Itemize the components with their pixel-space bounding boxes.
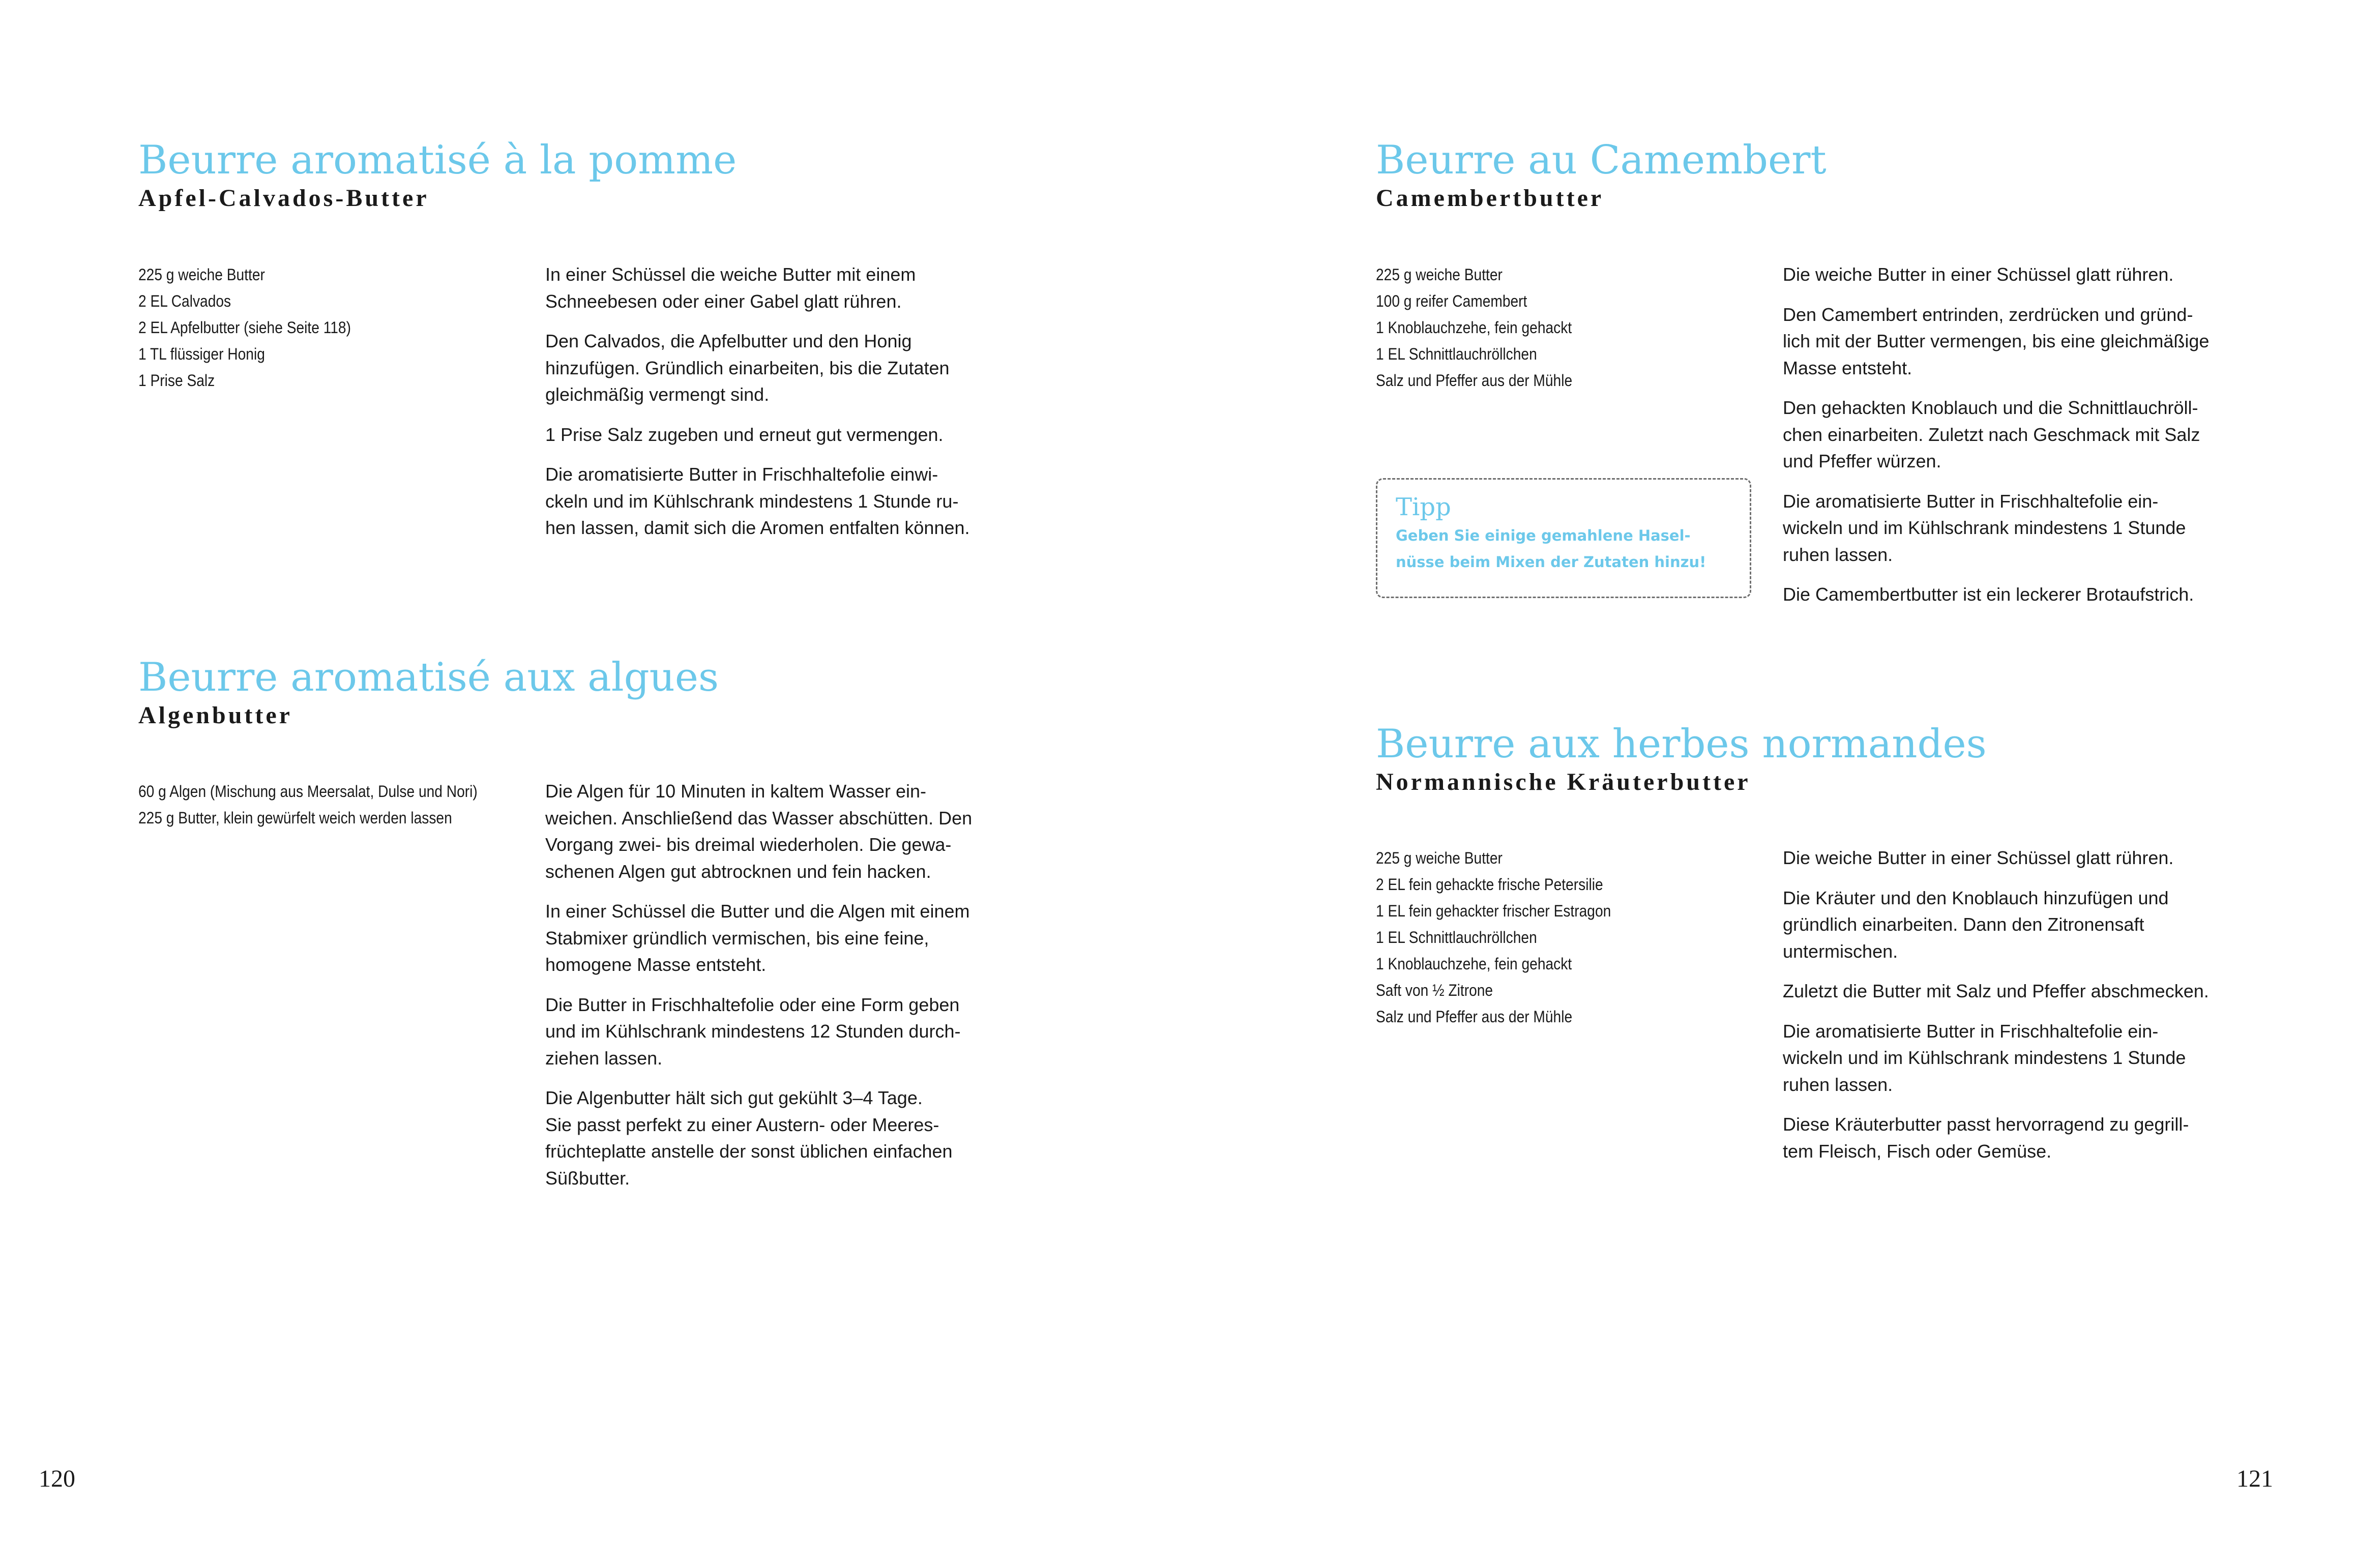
- step-line: weichen. Anschließend das Wasser abschütten. Den: [545, 807, 973, 829]
- step-line: ckeln und im Kühlschrank mindestens 1 Stunde ru-: [545, 490, 959, 512]
- step-line: In einer Schüssel die weiche Butter mit einem: [545, 264, 916, 285]
- list-line: 2 EL fein gehackte frische Petersilie: [1376, 875, 1603, 894]
- step-line: und im Kühlschrank mindestens 12 Stunden durch-: [545, 1021, 961, 1042]
- list-line: 225 g Butter, klein gewürfelt weich werden lassen: [138, 809, 452, 827]
- recipe-subtitle: Algenbutter: [138, 702, 292, 729]
- step-paragraph: [1783, 581, 2209, 608]
- recipe-title: Beurre au Camembert: [1376, 137, 1827, 183]
- step-line: Stabmixer gründlich vermischen, bis eine feine,: [545, 927, 929, 949]
- step-line: Den gehackten Knoblauch und die Schnittlauchröll-: [1783, 397, 2198, 418]
- step-line: ruhen lassen.: [1783, 1074, 1893, 1095]
- step-line: wickeln und im Kühlschrank mindestens 1 Stunde: [1783, 517, 2186, 538]
- list-line: 2 EL Apfelbutter (siehe Seite 118): [138, 318, 351, 337]
- list-line: 225 g weiche Butter: [1376, 849, 1503, 867]
- step-line: Die Algenbutter hält sich gut gekühlt 3–4 Tage.: [545, 1087, 923, 1108]
- ingredient-list: [138, 778, 478, 831]
- list-line: nüsse beim Mixen der Zutaten hinzu!: [1396, 553, 1706, 571]
- list-line: 1 EL Schnittlauchröllchen: [1376, 345, 1537, 363]
- step-paragraph: [1783, 302, 2209, 382]
- step-line: In einer Schüssel die Butter und die Algen mit einem: [545, 901, 970, 922]
- step-line: Die aromatisierte Butter in Frischhaltefolie ein-: [1783, 1020, 2159, 1042]
- step-line: gründlich einarbeiten. Dann den Zitronensaft: [1783, 914, 2144, 935]
- step-line: lich mit der Butter vermengen, bis eine gleichmäßige: [1783, 331, 2210, 351]
- step-paragraph: [1783, 978, 2209, 1005]
- step-paragraph: [1783, 488, 2209, 569]
- step-paragraph: [545, 898, 972, 979]
- step-paragraph: [1783, 395, 2209, 475]
- step-paragraph: [1783, 1018, 2209, 1099]
- step-line: Schneebesen oder einer Gabel glatt rühren.: [545, 290, 902, 312]
- list-line: 100 g reifer Camembert: [1376, 292, 1527, 310]
- step-paragraph: [1783, 261, 2209, 288]
- preparation-steps: [545, 261, 970, 555]
- list-line: 1 TL flüssiger Honig: [138, 345, 265, 363]
- list-line: 1 Knoblauchzehe, fein gehackt: [1376, 955, 1572, 973]
- list-line: 60 g Algen (Mischung aus Meersalat, Dulse und Nori): [138, 782, 478, 801]
- step-paragraph: [545, 328, 970, 408]
- step-paragraph: [1783, 845, 2209, 872]
- recipe-subtitle: Apfel-Calvados-Butter: [138, 185, 429, 212]
- list-line: Saft von ½ Zitrone: [1376, 981, 1493, 999]
- list-line: 225 g weiche Butter: [138, 265, 265, 284]
- step-line: Sie passt perfekt zu einer Austern- oder Meeres-: [545, 1114, 939, 1135]
- step-line: Die aromatisierte Butter in Frischhaltefolie einwi-: [545, 464, 938, 485]
- recipe-title: Beurre aromatisé aux algues: [138, 655, 719, 700]
- list-line: Geben Sie einige gemahlene Hasel-: [1396, 527, 1691, 544]
- recipe-subtitle: Normannische Kräuterbutter: [1376, 768, 1751, 795]
- step-line: untermischen.: [1783, 940, 1898, 962]
- step-line: Diese Kräuterbutter passt hervorragend zu gegrill-: [1783, 1114, 2189, 1135]
- preparation-steps: [1783, 261, 2209, 622]
- ingredient-list: [1376, 845, 1611, 1030]
- step-line: Zuletzt die Butter mit Salz und Pfeffer abschmecken.: [1783, 981, 2209, 1001]
- recipe-subtitle: Camembertbutter: [1376, 185, 1604, 212]
- step-paragraph: [1783, 885, 2209, 965]
- list-line: 2 EL Calvados: [138, 292, 231, 310]
- list-line: Salz und Pfeffer aus der Mühle: [1376, 1008, 1573, 1026]
- tip-text: [1396, 522, 1731, 575]
- recipe-camembert-butter: [1376, 137, 1827, 214]
- step-line: 1 Prise Salz zugeben und erneut gut vermengen.: [545, 424, 944, 445]
- step-line: Die Algen für 10 Minuten in kaltem Wasser ein-: [545, 781, 927, 802]
- step-line: Den Calvados, die Apfelbutter und den Honig: [545, 331, 912, 351]
- step-paragraph: [545, 1085, 972, 1192]
- step-line: Masse entsteht.: [1783, 357, 1912, 378]
- step-paragraph: [545, 461, 970, 542]
- step-line: Die weiche Butter in einer Schüssel glatt rühren.: [1783, 264, 2174, 285]
- step-line: Die weiche Butter in einer Schüssel glatt rühren.: [1783, 847, 2174, 868]
- list-line: 1 Knoblauchzehe, fein gehackt: [1376, 318, 1572, 337]
- recipe-apple-calvados-butter: [138, 137, 737, 214]
- preparation-steps: [545, 778, 972, 1205]
- list-line: 225 g weiche Butter: [1376, 265, 1503, 284]
- list-line: Salz und Pfeffer aus der Mühle: [1376, 371, 1573, 390]
- step-line: hen lassen, damit sich die Aromen entfalten können.: [545, 517, 970, 538]
- step-line: früchteplatte anstelle der sonst üblichen einfachen: [545, 1141, 953, 1162]
- list-line: 1 EL Schnittlauchröllchen: [1376, 928, 1537, 946]
- recipe-title: Beurre aromatisé à la pomme: [138, 137, 737, 183]
- step-paragraph: [545, 992, 972, 1072]
- step-paragraph: [1783, 1111, 2209, 1165]
- recipe-norman-herb-butter: [1376, 721, 1987, 797]
- step-paragraph: [545, 422, 970, 449]
- step-line: Die aromatisierte Butter in Frischhaltefolie ein-: [1783, 490, 2159, 512]
- step-line: Die Kräuter und den Knoblauch hinzufügen und: [1783, 887, 2169, 908]
- step-line: und Pfeffer würzen.: [1783, 451, 1941, 471]
- page-number: 120: [39, 1465, 75, 1492]
- step-line: Vorgang zwei- bis dreimal wiederholen. Die gewa-: [545, 834, 952, 855]
- list-line: 1 EL fein gehackter frischer Estragon: [1376, 902, 1611, 920]
- tip-box: [1376, 478, 1751, 598]
- step-line: Süßbutter.: [545, 1167, 630, 1189]
- ingredient-list: [138, 261, 351, 394]
- step-line: ruhen lassen.: [1783, 544, 1893, 565]
- step-line: wickeln und im Kühlschrank mindestens 1 Stunde: [1783, 1047, 2186, 1068]
- step-paragraph: [545, 778, 972, 885]
- step-line: Die Camembertbutter ist ein leckerer Brotaufstrich.: [1783, 584, 2194, 605]
- list-line: 1 Prise Salz: [138, 371, 215, 390]
- page-number: 121: [2236, 1465, 2273, 1492]
- preparation-steps: [1783, 845, 2209, 1178]
- step-line: homogene Masse entsteht.: [545, 954, 767, 975]
- ingredient-list: [1376, 261, 1572, 394]
- step-line: gleichmäßig vermengt sind.: [545, 384, 770, 405]
- recipe-seaweed-butter: [138, 655, 719, 731]
- recipe-title: Beurre aux herbes normandes: [1376, 721, 1987, 767]
- step-line: schenen Algen gut abtrocknen und fein hacken.: [545, 861, 931, 882]
- step-line: tem Fleisch, Fisch oder Gemüse.: [1783, 1140, 2052, 1162]
- step-line: Den Camembert entrinden, zerdrücken und gründ-: [1783, 304, 2193, 325]
- step-line: chen einarbeiten. Zuletzt nach Geschmack mit Salz: [1783, 424, 2200, 445]
- step-line: Die Butter in Frischhaltefolie oder eine Form geben: [545, 994, 960, 1015]
- right-page: [1178, 0, 2355, 1568]
- step-paragraph: [545, 261, 970, 315]
- tip-title: Tipp: [1396, 493, 1451, 521]
- step-line: hinzufügen. Gründlich einarbeiten, bis die Zutaten: [545, 357, 950, 378]
- step-line: ziehen lassen.: [545, 1047, 663, 1069]
